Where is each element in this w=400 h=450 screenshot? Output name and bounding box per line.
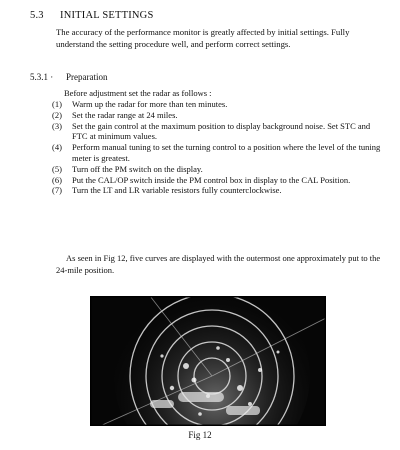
- step-number: (3): [52, 120, 62, 131]
- figure-caption: Fig 12: [188, 430, 212, 440]
- preparation-lead: Before adjustment set the radar as follows :: [64, 88, 212, 98]
- radar-display-image: [90, 296, 326, 426]
- step-number: (1): [52, 99, 62, 109]
- step-text: Put the CAL/OP switch inside the PM control box in display to the CAL Position.: [72, 174, 351, 185]
- step-number: (5): [52, 163, 62, 174]
- step-text: Warm up the radar for more than ten minutes.: [72, 99, 228, 109]
- step-item: [52, 164, 387, 175]
- section-heading: [30, 10, 154, 21]
- step-text: Turn off the PM switch on the display.: [72, 163, 203, 174]
- step-number: (6): [52, 174, 62, 185]
- section-intro: The accuracy of the performance monitor is greatly affected by initial settings. Fully understand the setting procedure well, and perform correct settings.: [56, 27, 350, 49]
- figure-note: As seen in Fig 12, five curves are displayed with the outermost one approximately put to the 24-mile position.: [56, 253, 381, 275]
- step-item: [52, 99, 387, 110]
- step-item: [52, 175, 387, 186]
- radar-screen-photo: [90, 296, 326, 426]
- step-text: Turn the LT and LR variable resistors fully counterclockwise.: [72, 185, 282, 196]
- step-item: [52, 142, 387, 164]
- step-number: (7): [52, 185, 62, 196]
- step-item: [52, 121, 387, 143]
- step-number: (2): [52, 109, 62, 120]
- section-number: 5.3: [30, 10, 44, 21]
- subsection-number: 5.3.1 ·: [30, 72, 54, 82]
- step-text: Perform manual tuning to set the turning control to a position where the level of the tuning meter is greatest.: [72, 142, 381, 163]
- step-text: Set the gain control at the maximum position to display background noise. Set STC and FTC at minimum values.: [72, 120, 371, 142]
- step-number: (4): [52, 142, 62, 153]
- step-text: Set the radar range at 24 miles.: [72, 109, 178, 120]
- subsection-title: Preparation: [66, 72, 108, 82]
- section-title: INITIAL SETTINGS: [60, 10, 154, 21]
- subsection-heading: [30, 72, 107, 82]
- preparation-steps: [52, 99, 387, 196]
- step-item: [52, 110, 387, 121]
- step-item: [52, 185, 387, 196]
